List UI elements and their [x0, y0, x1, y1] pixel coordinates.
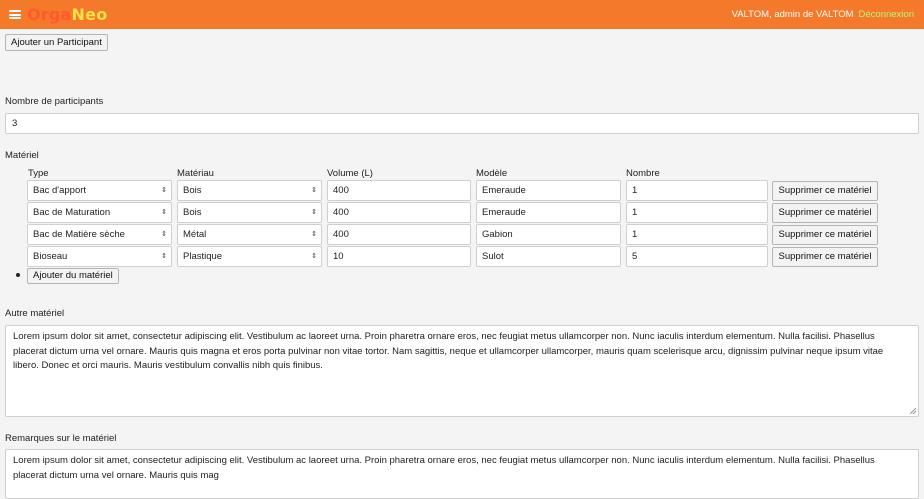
delete-materiel-button[interactable]: Supprimer ce matériel [772, 181, 878, 201]
logo-text-orga: Orga [27, 5, 72, 24]
materiau-select[interactable] [177, 224, 322, 245]
type-select-value: Bioseau [33, 251, 68, 262]
select-caret-icon: ⇕ [161, 231, 167, 238]
volume-input[interactable]: 400 [327, 224, 471, 245]
resize-grip-icon[interactable] [910, 408, 916, 414]
column-header-materiau: Matériau [177, 168, 214, 179]
materiau-select[interactable] [177, 180, 322, 201]
modele-input[interactable]: Sulot [476, 246, 621, 267]
column-header-modele: Modèle [476, 168, 508, 179]
participants-count-label: Nombre de participants [5, 96, 104, 107]
delete-materiel-button[interactable]: Supprimer ce matériel [772, 203, 878, 223]
modele-input[interactable]: Gabion [476, 224, 621, 245]
type-select-value: Bac d'apport [33, 185, 87, 196]
volume-input[interactable]: 400 [327, 202, 471, 223]
select-caret-icon: ⇕ [161, 253, 167, 260]
list-bullet [16, 273, 20, 277]
autre-materiel-text: Lorem ipsum dolor sit amet, consectetur adipiscing elit. Vestibulum ac laoreet urna. Proin pharetra ornare eros, nec feugiat metus ullamcorper non. Nunc iaculis interdum elementum. Nulla facilisi. Phasellus placerat dictum urna vel ornare. Mauris quis magna et eros porta pulvinar non vitae tortor. Nam sagittis, neque et ullamcorper ullamcorper, mauris quam scelerisque arcu, dignissim pulvinar neque ipsum vitae libero. Donec et orci mauris. Mauris vestibulum convallis nibh quis finibus. [13, 331, 884, 371]
add-participant-button[interactable]: Ajouter un Participant [5, 34, 108, 51]
add-materiel-button[interactable]: Ajouter du matériel [27, 268, 119, 284]
nombre-input[interactable]: 1 [626, 202, 768, 223]
top-navbar [0, 0, 924, 29]
select-caret-icon: ⇕ [311, 209, 317, 216]
delete-materiel-button[interactable]: Supprimer ce matériel [772, 225, 878, 245]
materiau-select[interactable] [177, 246, 322, 267]
modele-input[interactable]: Emeraude [476, 180, 621, 201]
volume-input[interactable]: 400 [327, 180, 471, 201]
autre-materiel-textarea[interactable] [5, 325, 919, 417]
materiau-select-value: Bois [183, 185, 202, 196]
materiel-section-label: Matériel [5, 150, 39, 161]
select-caret-icon: ⇕ [311, 253, 317, 260]
volume-input[interactable]: 10 [327, 246, 471, 267]
column-header-nombre: Nombre [626, 168, 660, 179]
select-caret-icon: ⇕ [311, 231, 317, 238]
select-caret-icon: ⇕ [161, 209, 167, 216]
select-caret-icon: ⇕ [161, 187, 167, 194]
select-caret-icon: ⇕ [311, 187, 317, 194]
logo-text-neo: Neo [71, 5, 108, 24]
modele-input[interactable]: Emeraude [476, 202, 621, 223]
logout-link[interactable]: Déconnexion [858, 9, 914, 20]
hamburger-icon[interactable] [9, 10, 21, 19]
nombre-input[interactable]: 1 [626, 224, 768, 245]
autre-materiel-label: Autre matériel [5, 308, 65, 319]
app-logo[interactable] [27, 5, 107, 24]
materiau-select-value: Plastique [183, 251, 223, 262]
type-select-value: Bac de Maturation [33, 207, 111, 218]
nombre-input[interactable]: 1 [626, 180, 768, 201]
participants-count-input[interactable]: 3 [5, 113, 919, 134]
materiau-select[interactable] [177, 202, 322, 223]
type-select[interactable] [27, 202, 172, 223]
materiau-select-value: Bois [183, 207, 202, 218]
column-header-type: Type [28, 168, 49, 179]
materiau-select-value: Métal [183, 229, 207, 240]
type-select-value: Bac de Matière sèche [33, 229, 125, 240]
current-user-text: VALTOM, admin de VALTOM [731, 9, 854, 20]
user-area [732, 9, 914, 20]
nombre-input[interactable]: 5 [626, 246, 768, 267]
type-select[interactable] [27, 246, 172, 267]
remarques-textarea[interactable] [5, 449, 919, 499]
remarques-label: Remarques sur le matériel [5, 433, 117, 444]
delete-materiel-button[interactable]: Supprimer ce matériel [772, 247, 878, 267]
type-select[interactable] [27, 180, 172, 201]
column-header-volume: Volume (L) [327, 168, 373, 179]
remarques-text: Lorem ipsum dolor sit amet, consectetur adipiscing elit. Vestibulum ac laoreet urna. Proin pharetra ornare eros, nec feugiat metus ullamcorper non. Nunc iaculis interdum elementum. Nulla facilisi. Phasellus placerat dictum urna vel ornare. Mauris quis mag [13, 455, 875, 481]
type-select[interactable] [27, 224, 172, 245]
